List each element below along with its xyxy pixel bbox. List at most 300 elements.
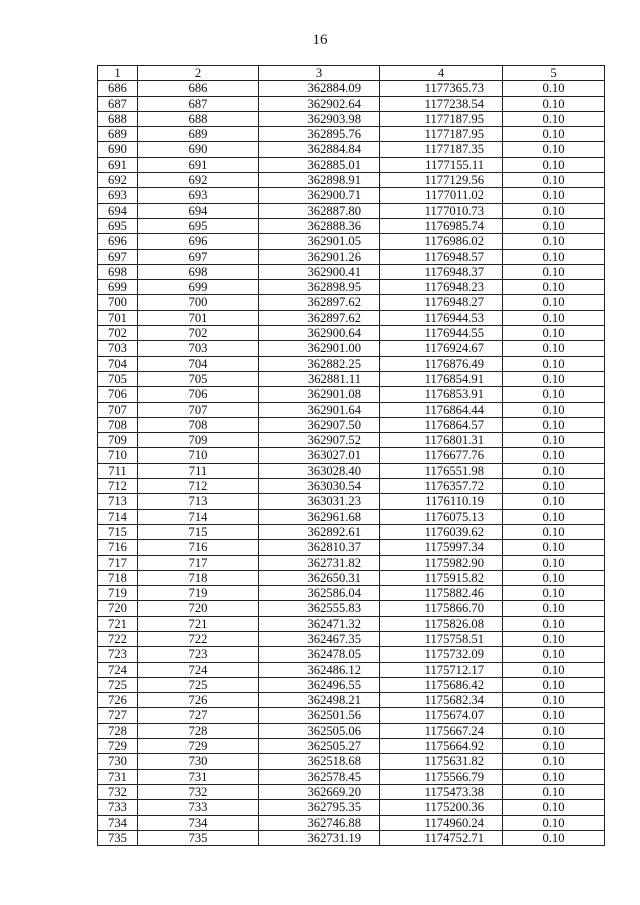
table-cell: 0.10: [503, 815, 605, 830]
table-cell: 1174960.24: [380, 815, 503, 830]
table-row: [98, 448, 605, 463]
table-row: [98, 371, 605, 386]
table-cell: 362478.05: [259, 647, 380, 662]
table-row: [98, 127, 605, 142]
table-cell: 1175667.24: [380, 723, 503, 738]
table-cell: 362898.91: [259, 173, 380, 188]
table-cell: 0.10: [503, 203, 605, 218]
table-cell: 686: [138, 81, 259, 96]
table-cell: 0.10: [503, 754, 605, 769]
table-cell: 729: [138, 739, 259, 754]
table-row: [98, 264, 605, 279]
table-cell: 362901.05: [259, 234, 380, 249]
table-cell: 1175826.08: [380, 616, 503, 631]
table-cell: 727: [138, 708, 259, 723]
table-cell: 0.10: [503, 157, 605, 172]
table-cell: 362897.62: [259, 310, 380, 325]
table-cell: 706: [138, 387, 259, 402]
table-cell: 0.10: [503, 188, 605, 203]
table-cell: 362505.06: [259, 723, 380, 738]
table-cell: 362746.88: [259, 815, 380, 830]
table-row: [98, 524, 605, 539]
table-cell: 1177365.73: [380, 81, 503, 96]
table-row: [98, 96, 605, 111]
table-cell: 697: [138, 249, 259, 264]
table-cell: 718: [138, 570, 259, 585]
table-cell: 687: [138, 96, 259, 111]
table-cell: 362881.11: [259, 371, 380, 386]
table-cell: 699: [98, 280, 138, 295]
table-row: [98, 570, 605, 585]
table-cell: 1176357.72: [380, 479, 503, 494]
table-cell: 725: [98, 677, 138, 692]
table-cell: 694: [138, 203, 259, 218]
table-cell: 362885.01: [259, 157, 380, 172]
table-cell: 362471.32: [259, 616, 380, 631]
table-cell: 697: [98, 249, 138, 264]
table-cell: 362888.36: [259, 218, 380, 233]
table-row: [98, 708, 605, 723]
table-cell: 0.10: [503, 111, 605, 126]
table-cell: 718: [98, 570, 138, 585]
table-cell: 720: [98, 601, 138, 616]
table-cell: 1175915.82: [380, 570, 503, 585]
table-row: [98, 387, 605, 402]
table-cell: 690: [138, 142, 259, 157]
table-cell: 0.10: [503, 479, 605, 494]
table-cell: 728: [98, 723, 138, 738]
table-cell: 690: [98, 142, 138, 157]
table-cell: 0.10: [503, 540, 605, 555]
table-cell: 716: [138, 540, 259, 555]
table-row: [98, 509, 605, 524]
table-cell: 689: [138, 127, 259, 142]
table-cell: 362900.71: [259, 188, 380, 203]
table-cell: 702: [98, 326, 138, 341]
table-cell: 692: [138, 173, 259, 188]
table-cell: 0.10: [503, 387, 605, 402]
column-header: 5: [503, 66, 605, 81]
table-row: [98, 693, 605, 708]
table-row: [98, 754, 605, 769]
table-cell: 689: [98, 127, 138, 142]
table-row: [98, 341, 605, 356]
table-cell: 0.10: [503, 234, 605, 249]
table-cell: 703: [98, 341, 138, 356]
table-cell: 686: [98, 81, 138, 96]
table-row: [98, 402, 605, 417]
table-cell: 0.10: [503, 616, 605, 631]
table-cell: 0.10: [503, 218, 605, 233]
table-cell: 732: [138, 784, 259, 799]
table-cell: 362897.62: [259, 295, 380, 310]
table-cell: 688: [98, 111, 138, 126]
table-row: [98, 188, 605, 203]
table-row: [98, 218, 605, 233]
table-cell: 726: [98, 693, 138, 708]
table-cell: 735: [138, 830, 259, 845]
table-cell: 726: [138, 693, 259, 708]
table-cell: 696: [138, 234, 259, 249]
table-cell: 688: [138, 111, 259, 126]
table-cell: 0.10: [503, 310, 605, 325]
table-row: [98, 815, 605, 830]
table-cell: 0.10: [503, 96, 605, 111]
table-cell: 362555.83: [259, 601, 380, 616]
table-cell: 1175566.79: [380, 769, 503, 784]
table-cell: 363031.23: [259, 494, 380, 509]
table-cell: 692: [98, 173, 138, 188]
table-cell: 717: [138, 555, 259, 570]
table-cell: 722: [138, 631, 259, 646]
table-cell: 362901.26: [259, 249, 380, 264]
table-cell: 362518.68: [259, 754, 380, 769]
coordinates-table: [97, 65, 605, 846]
table-cell: 724: [138, 662, 259, 677]
table-cell: 731: [138, 769, 259, 784]
table-cell: 362901.08: [259, 387, 380, 402]
table-cell: 1177187.35: [380, 142, 503, 157]
table-cell: 700: [138, 295, 259, 310]
table-cell: 1176854.91: [380, 371, 503, 386]
table-cell: 714: [138, 509, 259, 524]
table-cell: 712: [98, 479, 138, 494]
table-cell: 729: [98, 739, 138, 754]
table-cell: 705: [138, 371, 259, 386]
table-cell: 0.10: [503, 739, 605, 754]
table-cell: 362795.35: [259, 800, 380, 815]
table-row: [98, 203, 605, 218]
table-cell: 696: [98, 234, 138, 249]
table-cell: 0.10: [503, 800, 605, 815]
table-cell: 0.10: [503, 433, 605, 448]
table-cell: 716: [98, 540, 138, 555]
table-cell: 362884.84: [259, 142, 380, 157]
table-cell: 0.10: [503, 784, 605, 799]
table-cell: 0.10: [503, 402, 605, 417]
table-row: [98, 157, 605, 172]
table-row: [98, 173, 605, 188]
table-cell: 1175866.70: [380, 601, 503, 616]
table-row: [98, 479, 605, 494]
table-cell: 722: [98, 631, 138, 646]
table-cell: 713: [138, 494, 259, 509]
table-row: [98, 234, 605, 249]
table-cell: 1176551.98: [380, 463, 503, 478]
table-cell: 1177155.11: [380, 157, 503, 172]
table-cell: 1176039.62: [380, 524, 503, 539]
table-cell: 362731.19: [259, 830, 380, 845]
table-cell: 1175712.17: [380, 662, 503, 677]
table-cell: 723: [138, 647, 259, 662]
table-cell: 0.10: [503, 264, 605, 279]
table-cell: 1176986.02: [380, 234, 503, 249]
table-cell: 1177010.73: [380, 203, 503, 218]
table-cell: 0.10: [503, 463, 605, 478]
table-cell: 0.10: [503, 341, 605, 356]
table-cell: 721: [138, 616, 259, 631]
table-row: [98, 142, 605, 157]
table-header-row: [98, 66, 605, 81]
table-cell: 720: [138, 601, 259, 616]
table-row: [98, 631, 605, 646]
table-cell: 717: [98, 555, 138, 570]
table-cell: 728: [138, 723, 259, 738]
table-cell: 691: [138, 157, 259, 172]
table-cell: 687: [98, 96, 138, 111]
table-row: [98, 81, 605, 96]
table-cell: 706: [98, 387, 138, 402]
table-cell: 1175200.36: [380, 800, 503, 815]
table-cell: 733: [98, 800, 138, 815]
table-cell: 362892.61: [259, 524, 380, 539]
table-cell: 725: [138, 677, 259, 692]
page-number: 16: [312, 32, 328, 48]
table-cell: 1176948.37: [380, 264, 503, 279]
table-cell: 711: [138, 463, 259, 478]
table-cell: 698: [138, 264, 259, 279]
table-cell: 714: [98, 509, 138, 524]
table-cell: 0.10: [503, 142, 605, 157]
table-cell: 724: [98, 662, 138, 677]
table-cell: 362902.64: [259, 96, 380, 111]
table-cell: 710: [138, 448, 259, 463]
table-cell: 1177187.95: [380, 111, 503, 126]
table-cell: 1176853.91: [380, 387, 503, 402]
table-cell: 1176944.55: [380, 326, 503, 341]
column-header: 4: [380, 66, 503, 81]
table-cell: 362903.98: [259, 111, 380, 126]
table-cell: 708: [98, 417, 138, 432]
table-cell: 363028.40: [259, 463, 380, 478]
table-cell: 693: [98, 188, 138, 203]
table-cell: 704: [98, 356, 138, 371]
column-header: 2: [138, 66, 259, 81]
table-cell: 701: [138, 310, 259, 325]
table-cell: 362895.76: [259, 127, 380, 142]
table-cell: 699: [138, 280, 259, 295]
table-cell: 1175674.07: [380, 708, 503, 723]
table-cell: 362961.68: [259, 509, 380, 524]
table-cell: 0.10: [503, 723, 605, 738]
table-cell: 712: [138, 479, 259, 494]
table-cell: 734: [98, 815, 138, 830]
table-row: [98, 723, 605, 738]
table-row: [98, 677, 605, 692]
table-row: [98, 555, 605, 570]
table-row: [98, 111, 605, 126]
table-cell: 734: [138, 815, 259, 830]
table-cell: 698: [98, 264, 138, 279]
table-cell: 695: [138, 218, 259, 233]
table-row: [98, 326, 605, 341]
table-cell: 1176924.67: [380, 341, 503, 356]
table-cell: 710: [98, 448, 138, 463]
table-cell: 362898.95: [259, 280, 380, 295]
table-body: [98, 81, 605, 846]
table-cell: 0.10: [503, 295, 605, 310]
table-cell: 1176944.53: [380, 310, 503, 325]
table-cell: 0.10: [503, 280, 605, 295]
table-cell: 1176948.23: [380, 280, 503, 295]
table-cell: 715: [98, 524, 138, 539]
table-cell: 0.10: [503, 524, 605, 539]
table-cell: 0.10: [503, 662, 605, 677]
table-cell: 1176110.19: [380, 494, 503, 509]
table-cell: 362884.09: [259, 81, 380, 96]
table-cell: 0.10: [503, 417, 605, 432]
table-row: [98, 494, 605, 509]
table-cell: 1175631.82: [380, 754, 503, 769]
table-cell: 362467.35: [259, 631, 380, 646]
table-cell: 1175473.38: [380, 784, 503, 799]
table-cell: 1176864.57: [380, 417, 503, 432]
table-cell: 1177011.02: [380, 188, 503, 203]
table-row: [98, 586, 605, 601]
table-cell: 719: [98, 586, 138, 601]
table-cell: 362498.21: [259, 693, 380, 708]
table-row: [98, 830, 605, 845]
table-cell: 732: [98, 784, 138, 799]
table-cell: 362501.56: [259, 708, 380, 723]
table-cell: 362586.04: [259, 586, 380, 601]
table-cell: 1176985.74: [380, 218, 503, 233]
table-cell: 693: [138, 188, 259, 203]
table-cell: 715: [138, 524, 259, 539]
table-row: [98, 280, 605, 295]
table-cell: 733: [138, 800, 259, 815]
table-row: [98, 647, 605, 662]
table-cell: 1175882.46: [380, 586, 503, 601]
table-cell: 362901.64: [259, 402, 380, 417]
table-cell: 695: [98, 218, 138, 233]
table-cell: 1175682.34: [380, 693, 503, 708]
table-cell: 0.10: [503, 555, 605, 570]
table-cell: 0.10: [503, 509, 605, 524]
table-cell: 362578.45: [259, 769, 380, 784]
table-row: [98, 463, 605, 478]
table-cell: 1176948.27: [380, 295, 503, 310]
table-cell: 1176801.31: [380, 433, 503, 448]
table-cell: 731: [98, 769, 138, 784]
table-row: [98, 800, 605, 815]
table-cell: 362496.55: [259, 677, 380, 692]
table-cell: 0.10: [503, 693, 605, 708]
table-cell: 1177187.95: [380, 127, 503, 142]
table-row: [98, 601, 605, 616]
table-cell: 1175732.09: [380, 647, 503, 662]
table-cell: 0.10: [503, 586, 605, 601]
table-cell: 362907.50: [259, 417, 380, 432]
table-cell: 362505.27: [259, 739, 380, 754]
table-cell: 0.10: [503, 570, 605, 585]
table-row: [98, 739, 605, 754]
table-cell: 1175982.90: [380, 555, 503, 570]
table-cell: 1175686.42: [380, 677, 503, 692]
table-cell: 707: [138, 402, 259, 417]
table-cell: 708: [138, 417, 259, 432]
table-cell: 730: [98, 754, 138, 769]
column-header: 3: [259, 66, 380, 81]
table-row: [98, 295, 605, 310]
table-cell: 709: [138, 433, 259, 448]
table-cell: 1175664.92: [380, 739, 503, 754]
table-row: [98, 769, 605, 784]
table-cell: 709: [98, 433, 138, 448]
table-cell: 362810.37: [259, 540, 380, 555]
table-cell: 362882.25: [259, 356, 380, 371]
table-cell: 362901.00: [259, 341, 380, 356]
table-cell: 1176876.49: [380, 356, 503, 371]
table-row: [98, 784, 605, 799]
table-cell: 0.10: [503, 127, 605, 142]
table-cell: 0.10: [503, 631, 605, 646]
table-cell: 711: [98, 463, 138, 478]
table-cell: 0.10: [503, 708, 605, 723]
table-cell: 0.10: [503, 326, 605, 341]
table-cell: 723: [98, 647, 138, 662]
table-row: [98, 417, 605, 432]
table-cell: 0.10: [503, 81, 605, 96]
table-cell: 0.10: [503, 249, 605, 264]
table-cell: 1176075.13: [380, 509, 503, 524]
table-cell: 702: [138, 326, 259, 341]
table-cell: 1175997.34: [380, 540, 503, 555]
table-cell: 362907.52: [259, 433, 380, 448]
table-cell: 363027.01: [259, 448, 380, 463]
table-cell: 0.10: [503, 601, 605, 616]
table-cell: 713: [98, 494, 138, 509]
table-cell: 704: [138, 356, 259, 371]
table-cell: 1176677.76: [380, 448, 503, 463]
table-cell: 362650.31: [259, 570, 380, 585]
table-cell: 0.10: [503, 769, 605, 784]
table-cell: 700: [98, 295, 138, 310]
table-cell: 1177238.54: [380, 96, 503, 111]
table-cell: 1176948.57: [380, 249, 503, 264]
table-cell: 721: [98, 616, 138, 631]
table-cell: 705: [98, 371, 138, 386]
table-cell: 1176864.44: [380, 402, 503, 417]
table-cell: 363030.54: [259, 479, 380, 494]
table-cell: 1174752.71: [380, 830, 503, 845]
table-cell: 0.10: [503, 356, 605, 371]
table-cell: 0.10: [503, 371, 605, 386]
table-cell: 707: [98, 402, 138, 417]
table-row: [98, 616, 605, 631]
table-cell: 0.10: [503, 647, 605, 662]
table-row: [98, 662, 605, 677]
table-cell: 1175758.51: [380, 631, 503, 646]
table-cell: 691: [98, 157, 138, 172]
table-cell: 0.10: [503, 173, 605, 188]
column-header: 1: [98, 66, 138, 81]
table-cell: 719: [138, 586, 259, 601]
table-cell: 362731.82: [259, 555, 380, 570]
table-cell: 703: [138, 341, 259, 356]
table-cell: 362900.64: [259, 326, 380, 341]
table-row: [98, 540, 605, 555]
table-cell: 1177129.56: [380, 173, 503, 188]
table-cell: 0.10: [503, 830, 605, 845]
table-cell: 701: [98, 310, 138, 325]
table-row: [98, 433, 605, 448]
table-cell: 362887.80: [259, 203, 380, 218]
table-cell: 362900.41: [259, 264, 380, 279]
table-cell: 0.10: [503, 494, 605, 509]
table-cell: 362486.12: [259, 662, 380, 677]
table-cell: 694: [98, 203, 138, 218]
